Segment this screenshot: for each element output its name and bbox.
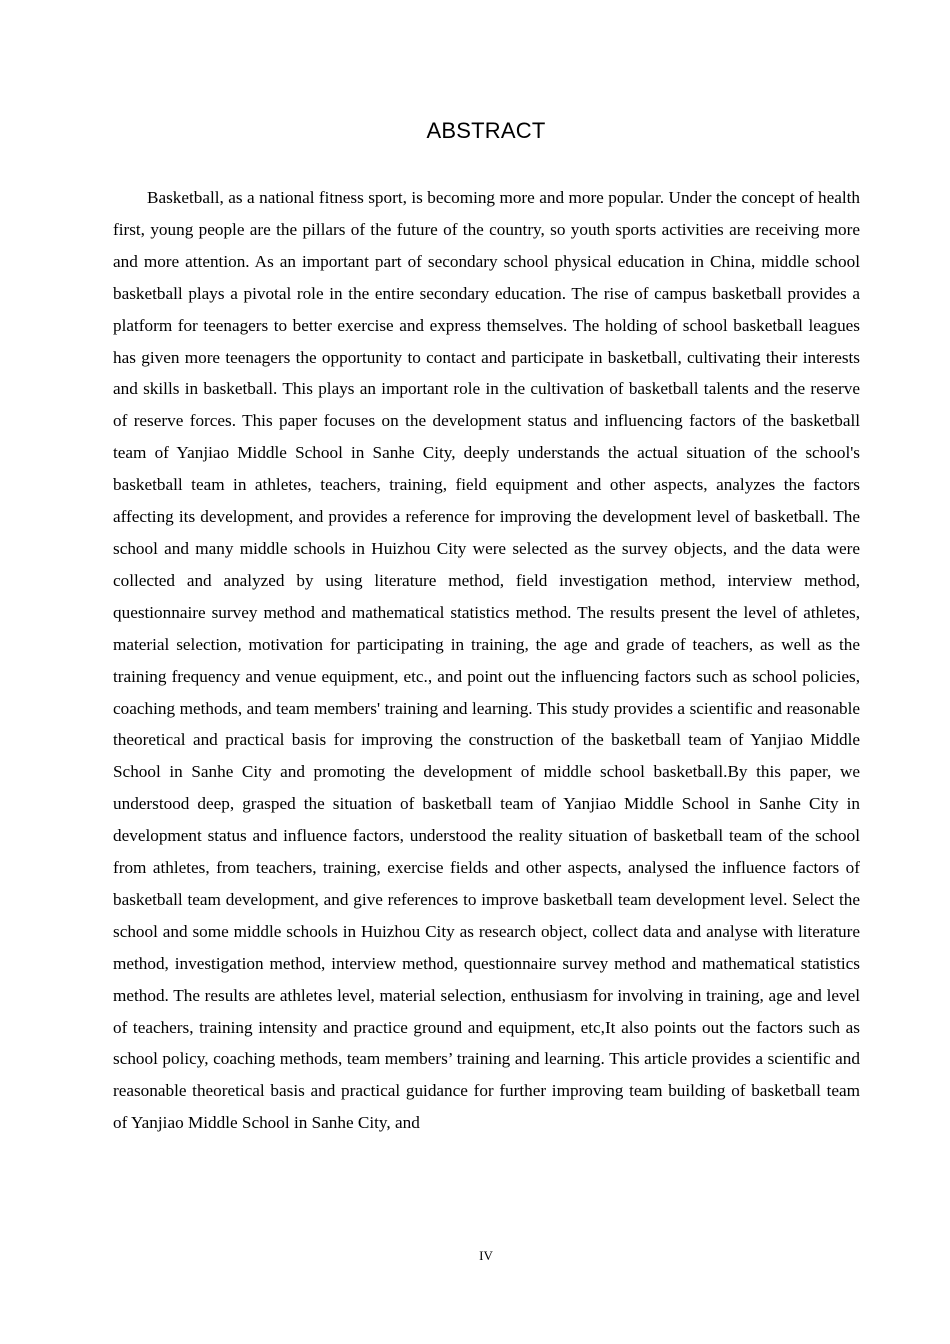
abstract-paragraph: Basketball, as a national fitness sport, is becoming more and more popular. Under the concept of health first, young people are the pillars of the future of the country, so youth sports activities are receiving more and more attention. As an important part of secondary school physical education in China, middle school basketball plays a pivotal role in the entire secondary education. The rise of campus basketball provides a platform for teenagers to better exercise and express themselves. The holding of school basketball leagues has given more teenagers the opportunity to contact and participate in basketball, cultivating their interests and skills in basketball. This plays an important role in the cultivation of basketball talents and the reserve of reserve forces. This paper focuses on the development status and influencing factors of the basketball team of Yanjiao Middle School in Sanhe City, deeply understands the actual situation of the school's basketball team in athletes, teachers, training, field equipment and other aspects, analyzes the factors affecting its development, and provides a reference for improving the development level of basketball. The school and many middle schools in Huizhou City were selected as the survey objects, and the data were collected and analyzed by using literature method, field investigation method, interview method, questionnaire survey method and mathematical statistics method. The results present the level of athletes, material selection, motivation for participating in training, the age and grade of teachers, as well as the training frequency and venue equipment, etc., and point out the influencing factors such as school policies, coaching methods, and team members' training and learning. This study provides a scientific and reasonable theoretical and practical basis for improving the construction of the basketball team of Yanjiao Middle School in Sanhe City and promoting the development of middle school basketball.By this paper, we understood deep, grasped the situation of basketball team of Yanjiao Middle School in Sanhe City in development status and influence factors, understood the reality situation of basketball team of the school from athletes, from teachers, training, exercise fields and other aspects, analysed the influence factors of basketball team development, and give references to improve basketball team development level. Select the school and some middle schools in Huizhou City as research object, collect data and analyse with literature method, investigation method, interview method, questionnaire survey method and mathematical statistics method. The results are athletes level, material selection, enthusiasm for involving in training, age and level of teachers, training intensity and practice ground and equipment, etc,It also points out the factors such as school policy, coaching methods, team members’ training and learning. This article provides a scientific and reasonable theoretical basis and practical guidance for further improving team building of basketball team of Yanjiao Middle School in Sanhe City, and (113, 188, 860, 1133)
page-number: IV (479, 1248, 493, 1263)
abstract-heading: ABSTRACT (426, 118, 546, 143)
